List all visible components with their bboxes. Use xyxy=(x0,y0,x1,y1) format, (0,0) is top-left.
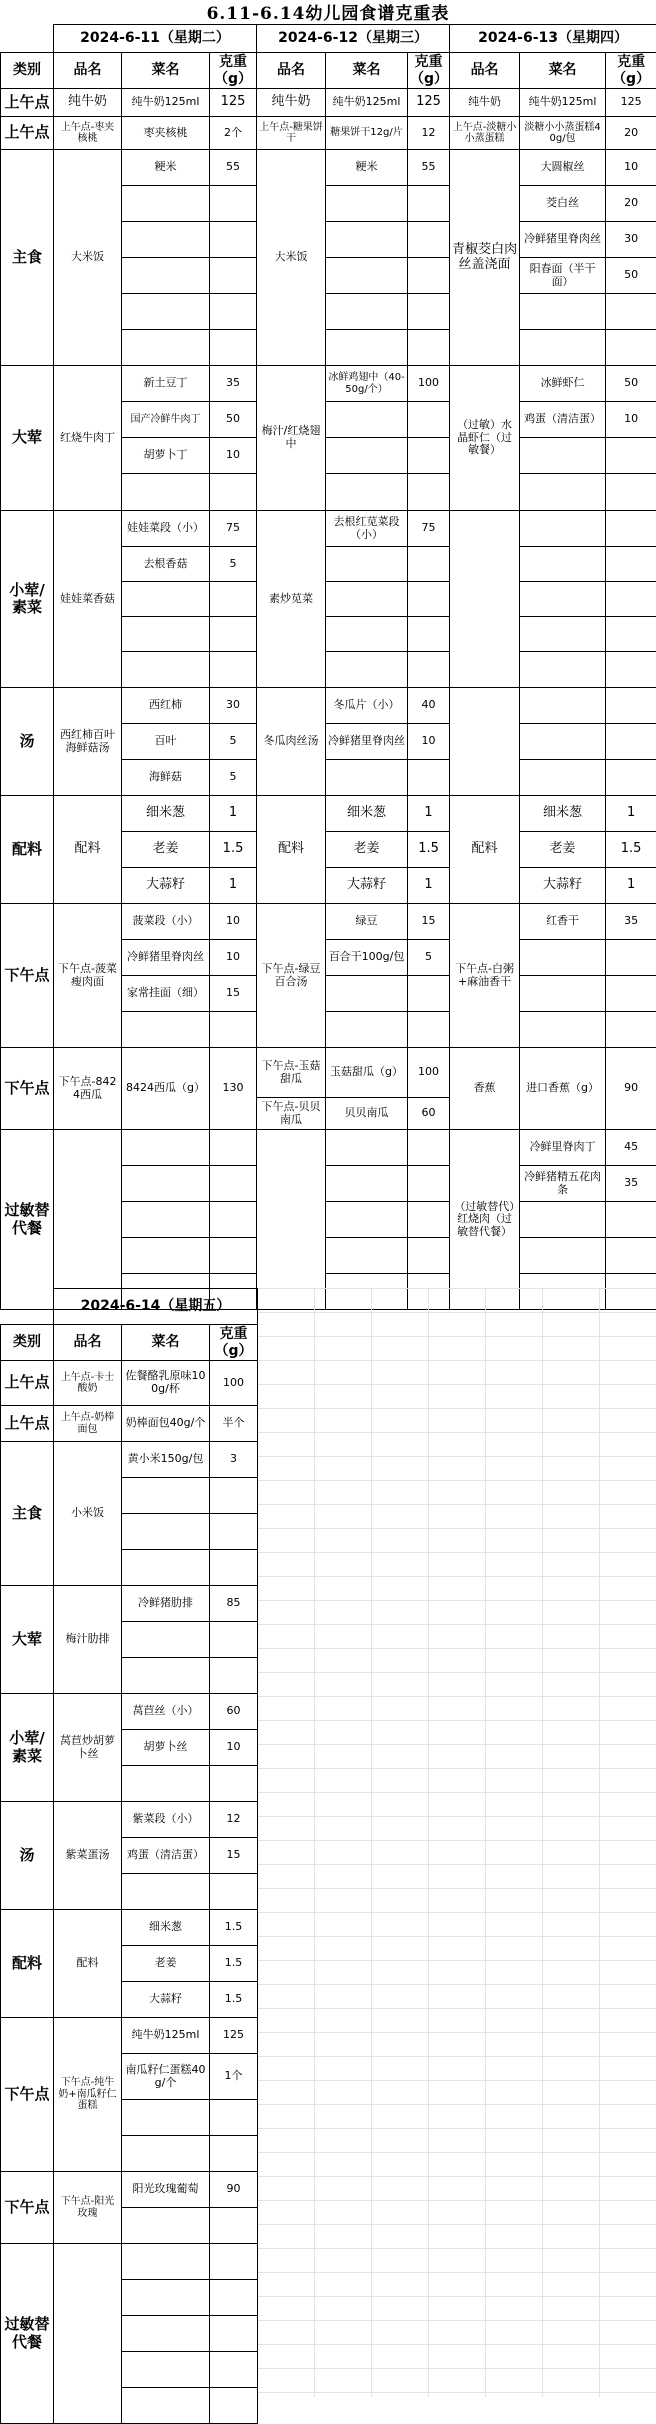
ingredient-weight: 10 xyxy=(210,940,257,976)
header-weight: 克重（g） xyxy=(210,1325,258,1361)
category-snack-pm: 下午点 xyxy=(1,2172,54,2244)
ingredient-name: 细米葱 xyxy=(122,796,210,832)
ingredient-name: 8424西瓜（g） xyxy=(122,1048,210,1130)
ingredient-name: 进口香蕉（g） xyxy=(520,1048,606,1130)
day-header-1: 2024-6-11（星期二） xyxy=(54,25,257,53)
dish-name: 上午点-枣夹核桃 xyxy=(54,117,122,150)
ingredient-name: 紫菜段（小） xyxy=(122,1802,210,1838)
ingredient-weight: 1 xyxy=(408,796,450,832)
ingredient-name: 海鲜菇 xyxy=(122,760,210,796)
ingredient-weight: 100 xyxy=(408,1048,450,1098)
dish-name: 紫菜蛋汤 xyxy=(54,1802,122,1910)
spreadsheet-grid xyxy=(257,1288,656,2397)
ingredient-name: 绿豆 xyxy=(326,904,408,940)
dish-name: 配料 xyxy=(54,796,122,904)
category-snack-am: 上午点 xyxy=(1,1361,54,1406)
ingredient-weight: 12 xyxy=(408,117,450,150)
dish-name: 配料 xyxy=(54,1910,122,2018)
dish-name: 大米饭 xyxy=(257,150,326,366)
ingredient-name: 大蒜籽 xyxy=(326,868,408,904)
category-snack-pm: 下午点 xyxy=(1,904,54,1048)
ingredient-name: 冷鲜猪肋排 xyxy=(122,1586,210,1622)
day-header-2: 2024-6-12（星期三） xyxy=(257,25,450,53)
ingredient-weight: 90 xyxy=(606,1048,656,1130)
ingredient-weight: 1.5 xyxy=(210,1982,258,2018)
ingredient-name: 冷鲜猪精五花肉条 xyxy=(520,1166,606,1202)
ingredient-weight: 125 xyxy=(210,89,257,117)
category-meat: 大荤 xyxy=(1,1586,54,1694)
ingredient-weight: 50 xyxy=(606,258,656,294)
dish-name: 纯牛奶 xyxy=(450,89,520,117)
category-meat: 大荤 xyxy=(1,366,54,511)
category-veg: 小荤/素菜 xyxy=(1,1694,54,1802)
ingredient-name: 细米葱 xyxy=(520,796,606,832)
ingredient-weight: 12 xyxy=(210,1802,258,1838)
ingredient-weight: 125 xyxy=(408,89,450,117)
ingredient-weight: 100 xyxy=(210,1361,258,1406)
header-caiming: 菜名 xyxy=(326,53,408,89)
ingredient-weight: 20 xyxy=(606,186,656,222)
ingredient-name: 茭白丝 xyxy=(520,186,606,222)
dish-name: 素炒苋菜 xyxy=(257,511,326,688)
dish-name: 红烧牛肉丁 xyxy=(54,366,122,511)
ingredient-weight: 1.5 xyxy=(210,1946,258,1982)
ingredient-name: 鸡蛋（清洁蛋） xyxy=(122,1838,210,1874)
ingredient-name: 粳米 xyxy=(326,150,408,186)
dish-name: 冬瓜肉丝汤 xyxy=(257,688,326,796)
dish-name: 娃娃菜香菇 xyxy=(54,511,122,688)
ingredient-weight: 30 xyxy=(210,688,257,724)
ingredient-weight: 10 xyxy=(210,904,257,940)
ingredient-weight: 2个 xyxy=(210,117,257,150)
header-weight: 克重（g） xyxy=(408,53,450,89)
dish-name: 配料 xyxy=(257,796,326,904)
ingredient-name: 粳米 xyxy=(122,150,210,186)
dish-name: 下午点-8424西瓜 xyxy=(54,1048,122,1130)
header-caiming: 菜名 xyxy=(122,53,210,89)
day-header-4: 2024-6-14（星期五） xyxy=(54,1289,258,1325)
ingredient-weight: 100 xyxy=(408,366,450,402)
header-weight: 克重（g） xyxy=(210,53,257,89)
ingredient-weight: 85 xyxy=(210,1586,258,1622)
header-category: 类别 xyxy=(1,1325,54,1361)
ingredient-name: 纯牛奶125ml xyxy=(520,89,606,117)
ingredient-name: 南瓜籽仁蛋糕40g/个 xyxy=(122,2054,210,2100)
ingredient-weight: 90 xyxy=(210,2172,258,2208)
ingredient-name: 娃娃菜段（小） xyxy=(122,511,210,547)
dish-name: 小米饭 xyxy=(54,1442,122,1586)
ingredient-weight: 75 xyxy=(210,511,257,547)
dish-name: 下午点-绿豆百合汤 xyxy=(257,904,326,1048)
category-allergy: 过敏替代餐 xyxy=(1,2244,54,2424)
dish-name: 下午点-贝贝南瓜 xyxy=(257,1098,326,1130)
ingredient-name: 老姜 xyxy=(122,832,210,868)
header-category: 类别 xyxy=(1,53,54,89)
dish-name: 大米饭 xyxy=(54,150,122,366)
ingredient-name: 奶棒面包40g/个 xyxy=(122,1406,210,1442)
header-caiming: 菜名 xyxy=(122,1325,210,1361)
ingredient-weight: 15 xyxy=(210,976,257,1012)
ingredient-name: 冬瓜片（小） xyxy=(326,688,408,724)
ingredient-name: 冷鲜猪里脊肉丝 xyxy=(520,222,606,258)
category-staple: 主食 xyxy=(1,150,54,366)
ingredient-weight: 1个 xyxy=(210,2054,258,2100)
dish-name: 纯牛奶 xyxy=(257,89,326,117)
ingredient-weight: 35 xyxy=(210,366,257,402)
ingredient-weight: 1.5 xyxy=(408,832,450,868)
ingredient-weight: 3 xyxy=(210,1442,258,1478)
dish-name: 下午点-白粥+麻油香干 xyxy=(450,904,520,1048)
ingredient-name: 胡萝卜丁 xyxy=(122,438,210,474)
ingredient-name: 大蒜籽 xyxy=(122,868,210,904)
ingredient-weight: 1 xyxy=(210,868,257,904)
category-seasoning: 配料 xyxy=(1,1910,54,2018)
ingredient-name: 老姜 xyxy=(326,832,408,868)
ingredient-name: 家常挂面（细） xyxy=(122,976,210,1012)
dish-name: 上午点-奶棒面包 xyxy=(54,1406,122,1442)
dish-name: 西红柿百叶海鲜菇汤 xyxy=(54,688,122,796)
category-snack-pm: 下午点 xyxy=(1,1048,54,1130)
category-snack-pm: 下午点 xyxy=(1,2018,54,2172)
ingredient-weight: 55 xyxy=(210,150,257,186)
dish-name: （过敏替代）红烧肉（过敏替代餐） xyxy=(450,1130,520,1310)
ingredient-weight: 30 xyxy=(606,222,656,258)
ingredient-weight: 5 xyxy=(408,940,450,976)
ingredient-weight: 35 xyxy=(606,1166,656,1202)
ingredient-weight: 1.5 xyxy=(210,1910,258,1946)
ingredient-name: 西红柿 xyxy=(122,688,210,724)
header-caiming: 菜名 xyxy=(520,53,606,89)
ingredient-weight: 125 xyxy=(210,2018,258,2054)
dish-name: 梅汁/红烧翅中 xyxy=(257,366,326,511)
ingredient-name: 老姜 xyxy=(122,1946,210,1982)
ingredient-name: 百合干100g/包 xyxy=(326,940,408,976)
menu-table-week1 xyxy=(0,24,656,1310)
dish-name: 上午点-卡士酸奶 xyxy=(54,1361,122,1406)
ingredient-weight: 45 xyxy=(606,1130,656,1166)
ingredient-weight: 40 xyxy=(408,688,450,724)
ingredient-weight: 10 xyxy=(210,1730,258,1766)
ingredient-weight: 20 xyxy=(606,117,656,150)
ingredient-name: 大蒜籽 xyxy=(520,868,606,904)
ingredient-weight: 10 xyxy=(408,724,450,760)
ingredient-name: 佐餐酪乳原味100g/杯 xyxy=(122,1361,210,1406)
dish-name: 香蕉 xyxy=(450,1048,520,1130)
category-seasoning: 配料 xyxy=(1,796,54,904)
ingredient-weight: 125 xyxy=(606,89,656,117)
dish-name: 莴苣炒胡萝卜丝 xyxy=(54,1694,122,1802)
ingredient-weight: 1.5 xyxy=(606,832,656,868)
ingredient-name: 冰鲜虾仁 xyxy=(520,366,606,402)
ingredient-weight: 1 xyxy=(606,868,656,904)
ingredient-name: 冰鲜鸡翅中（40-50g/个） xyxy=(326,366,408,402)
category-staple: 主食 xyxy=(1,1442,54,1586)
category-veg: 小荤/素菜 xyxy=(1,511,54,688)
ingredient-weight: 5 xyxy=(210,760,257,796)
ingredient-weight: 15 xyxy=(408,904,450,940)
dish-name: 下午点-菠菜瘦肉面 xyxy=(54,904,122,1048)
category-soup: 汤 xyxy=(1,1802,54,1910)
dish-name: 下午点-纯牛奶+南瓜籽仁蛋糕 xyxy=(54,2018,122,2172)
ingredient-weight: 10 xyxy=(606,150,656,186)
dish-name: 下午点-阳光玫瑰 xyxy=(54,2172,122,2244)
ingredient-name: 淡糖小小蒸蛋糕40g/包 xyxy=(520,117,606,150)
dish-name: 上午点-淡糖小小蒸蛋糕 xyxy=(450,117,520,150)
header-weight: 克重（g） xyxy=(606,53,656,89)
header-pinming: 品名 xyxy=(257,53,326,89)
category-allergy: 过敏替代餐 xyxy=(1,1130,54,1310)
ingredient-weight: 半个 xyxy=(210,1406,258,1442)
ingredient-weight: 60 xyxy=(408,1098,450,1130)
ingredient-weight: 10 xyxy=(210,438,257,474)
ingredient-name: 莴苣丝（小） xyxy=(122,1694,210,1730)
ingredient-name: 百叶 xyxy=(122,724,210,760)
ingredient-name: 阳春面（半干面） xyxy=(520,258,606,294)
dish-name: 纯牛奶 xyxy=(54,89,122,117)
ingredient-name: 冷鲜猪里脊肉丝 xyxy=(122,940,210,976)
ingredient-weight: 15 xyxy=(210,1838,258,1874)
ingredient-name: 大圆椒丝 xyxy=(520,150,606,186)
ingredient-weight: 1 xyxy=(408,868,450,904)
ingredient-weight: 1 xyxy=(210,796,257,832)
dish-name: （过敏）水晶虾仁（过敏餐） xyxy=(450,366,520,511)
ingredient-name: 去根香菇 xyxy=(122,547,210,582)
ingredient-name: 纯牛奶125ml xyxy=(122,2018,210,2054)
ingredient-weight: 1 xyxy=(606,796,656,832)
dish-name: 青椒茭白肉丝盖浇面 xyxy=(450,150,520,366)
dish-name: 梅汁肋排 xyxy=(54,1586,122,1694)
category-snack-am: 上午点 xyxy=(1,1406,54,1442)
ingredient-name: 冷鲜猪里脊肉丝 xyxy=(326,724,408,760)
category-snack-am: 上午点 xyxy=(1,89,54,117)
ingredient-name: 细米葱 xyxy=(326,796,408,832)
ingredient-name: 贝贝南瓜 xyxy=(326,1098,408,1130)
header-pinming: 品名 xyxy=(54,1325,122,1361)
ingredient-name: 国产冷鲜牛肉丁 xyxy=(122,402,210,438)
category-snack-am: 上午点 xyxy=(1,117,54,150)
dish-name: 上午点-糖果饼干 xyxy=(257,117,326,150)
ingredient-name: 纯牛奶125ml xyxy=(326,89,408,117)
ingredient-name: 新土豆丁 xyxy=(122,366,210,402)
ingredient-name: 糖果饼干12g/片 xyxy=(326,117,408,150)
ingredient-name: 阳光玫瑰葡萄 xyxy=(122,2172,210,2208)
ingredient-weight: 130 xyxy=(210,1048,257,1130)
ingredient-weight: 75 xyxy=(408,511,450,547)
header-pinming: 品名 xyxy=(450,53,520,89)
ingredient-name: 纯牛奶125ml xyxy=(122,89,210,117)
ingredient-name: 老姜 xyxy=(520,832,606,868)
ingredient-name: 黄小米150g/包 xyxy=(122,1442,210,1478)
category-soup: 汤 xyxy=(1,688,54,796)
ingredient-name: 玉菇甜瓜（g） xyxy=(326,1048,408,1098)
ingredient-weight: 35 xyxy=(606,904,656,940)
dish-name: 配料 xyxy=(450,796,520,904)
ingredient-name: 鸡蛋（清洁蛋） xyxy=(520,402,606,438)
ingredient-name: 菠菜段（小） xyxy=(122,904,210,940)
menu-table-week2 xyxy=(0,1288,258,2424)
ingredient-weight: 1.5 xyxy=(210,832,257,868)
ingredient-weight: 50 xyxy=(210,402,257,438)
ingredient-name: 细米葱 xyxy=(122,1910,210,1946)
ingredient-name: 红香干 xyxy=(520,904,606,940)
ingredient-weight: 60 xyxy=(210,1694,258,1730)
header-pinming: 品名 xyxy=(54,53,122,89)
day-header-3: 2024-6-13（星期四） xyxy=(450,25,656,53)
ingredient-weight: 5 xyxy=(210,547,257,582)
page-title: 6.11-6.14幼儿园食谱克重表 xyxy=(206,4,450,24)
ingredient-weight: 55 xyxy=(408,150,450,186)
ingredient-weight: 10 xyxy=(606,402,656,438)
ingredient-name: 胡萝卜丝 xyxy=(122,1730,210,1766)
dish-name: 下午点-玉菇甜瓜 xyxy=(257,1048,326,1098)
ingredient-name: 大蒜籽 xyxy=(122,1982,210,2018)
ingredient-name: 冷鲜里脊肉丁 xyxy=(520,1130,606,1166)
ingredient-weight: 50 xyxy=(606,366,656,402)
ingredient-weight: 5 xyxy=(210,724,257,760)
ingredient-name: 枣夹核桃 xyxy=(122,117,210,150)
ingredient-name: 去根红苋菜段（小） xyxy=(326,511,408,547)
